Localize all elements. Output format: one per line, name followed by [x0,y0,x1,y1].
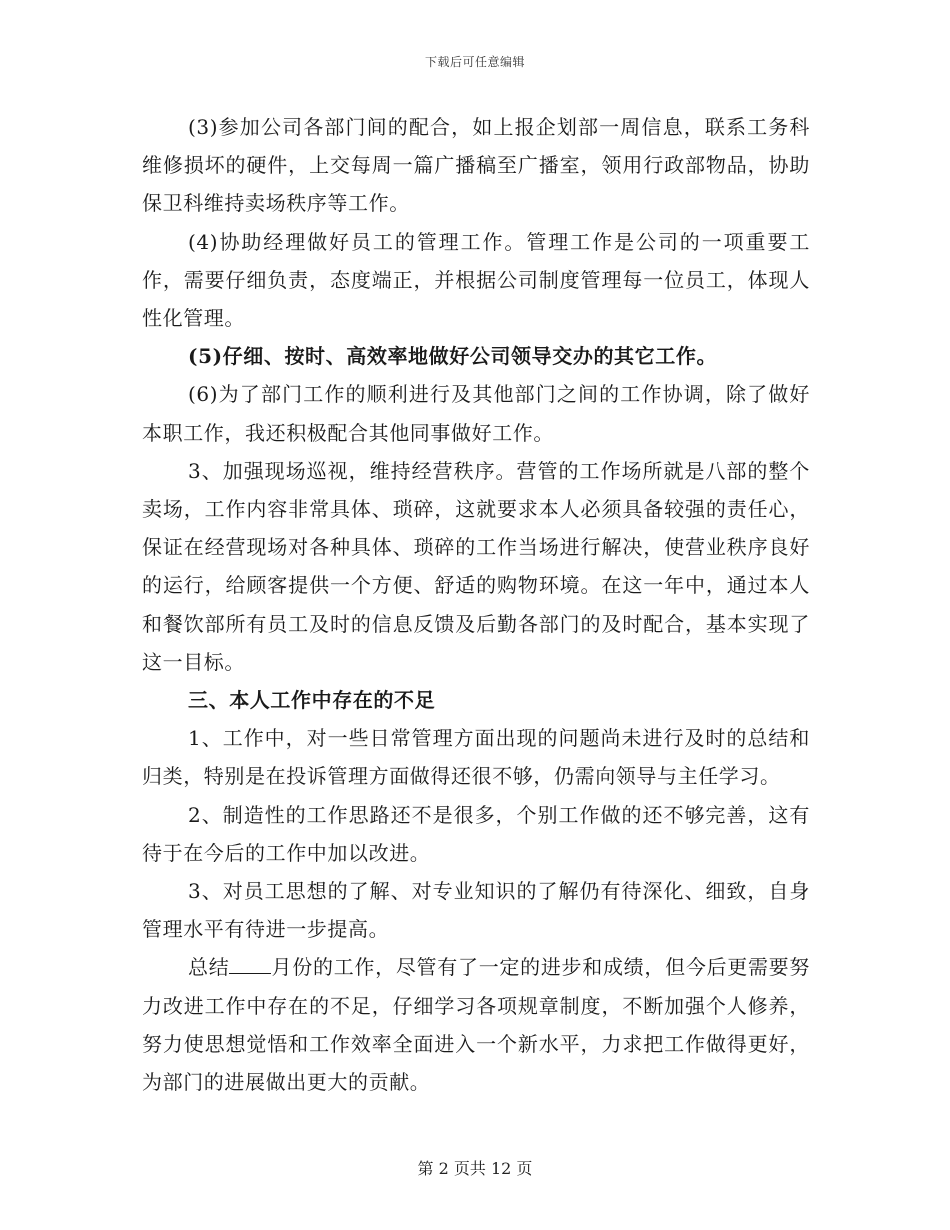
summary-text: 月份的工作，尽管有了一定的进步和成绩，但今后更需要努力改进工作中存在的不足，仔细学习各项规章制度，不断加强个人修养，努力使思想觉悟和工作效率全面进入一个新水平，力求把工作做得更好，为部门的进展做出更大的贡献。 [142,955,810,1095]
summary-prefix: 总结 [188,955,230,980]
section-heading-shortcomings: 三、本人工作中存在的不足 [188,688,436,713]
paragraph-site-inspection: 3、加强现场巡视，维持经营秩序。营管的工作场所就是八部的整个卖场，工作内容非常具体、琐碎，这就要求本人必须具备较强的责任心，保证在经营现场对各种具体、琐碎的工作当场进行解决，使营业秩序良好的运行，给顾客提供一个方便、舒适的购物环境。在这一年中，通过本人和餐饮部所有员工及时的信息反馈及后勤各部门的及时配合，基本实现了这一目标。 [142,458,810,674]
paragraph-shortcoming-3: 3、对员工思想的了解、对专业知识的了解仍有待深化、细致，自身管理水平有待进一步提高。 [142,879,810,942]
paragraph-item-6: (6)为了部门工作的顺利进行及其他部门之间的工作协调，除了做好本职工作，我还积极配合其他同事做好工作。 [142,382,810,445]
blank-underline [229,953,271,974]
page-footer: 第 2 页共 12 页 [417,1159,533,1178]
paragraph-item-3: (3)参加公司各部门间的配合，如上报企划部一周信息，联系工务科维修损坏的硬件，上交每周一篇广播稿至广播室，领用行政部物品，协助保卫科维持卖场秩序等工作。 [142,115,810,216]
page-header: 下载后可任意编辑 [424,55,525,69]
paragraph-summary [142,948,810,1101]
document-body [142,108,810,1101]
paragraph-item-4: (4)协助经理做好员工的管理工作。管理工作是公司的一项重要工作，需要仔细负责，态度端正，并根据公司制度管理每一位员工，体现人性化管理。 [142,229,810,331]
paragraph-shortcoming-1: 1、工作中，对一些日常管理方面出现的问题尚未进行及时的总结和归类，特别是在投诉管理方面做得还很不够，仍需向领导与主任学习。 [142,726,810,789]
paragraph-shortcoming-2: 2、制造性的工作思路还不是很多，个别工作做的还不够完善，这有待于在今后的工作中加以改进。 [142,802,810,865]
paragraph-item-5: (5)仔细、按时、高效率地做好公司领导交办的其它工作。 [188,344,718,369]
